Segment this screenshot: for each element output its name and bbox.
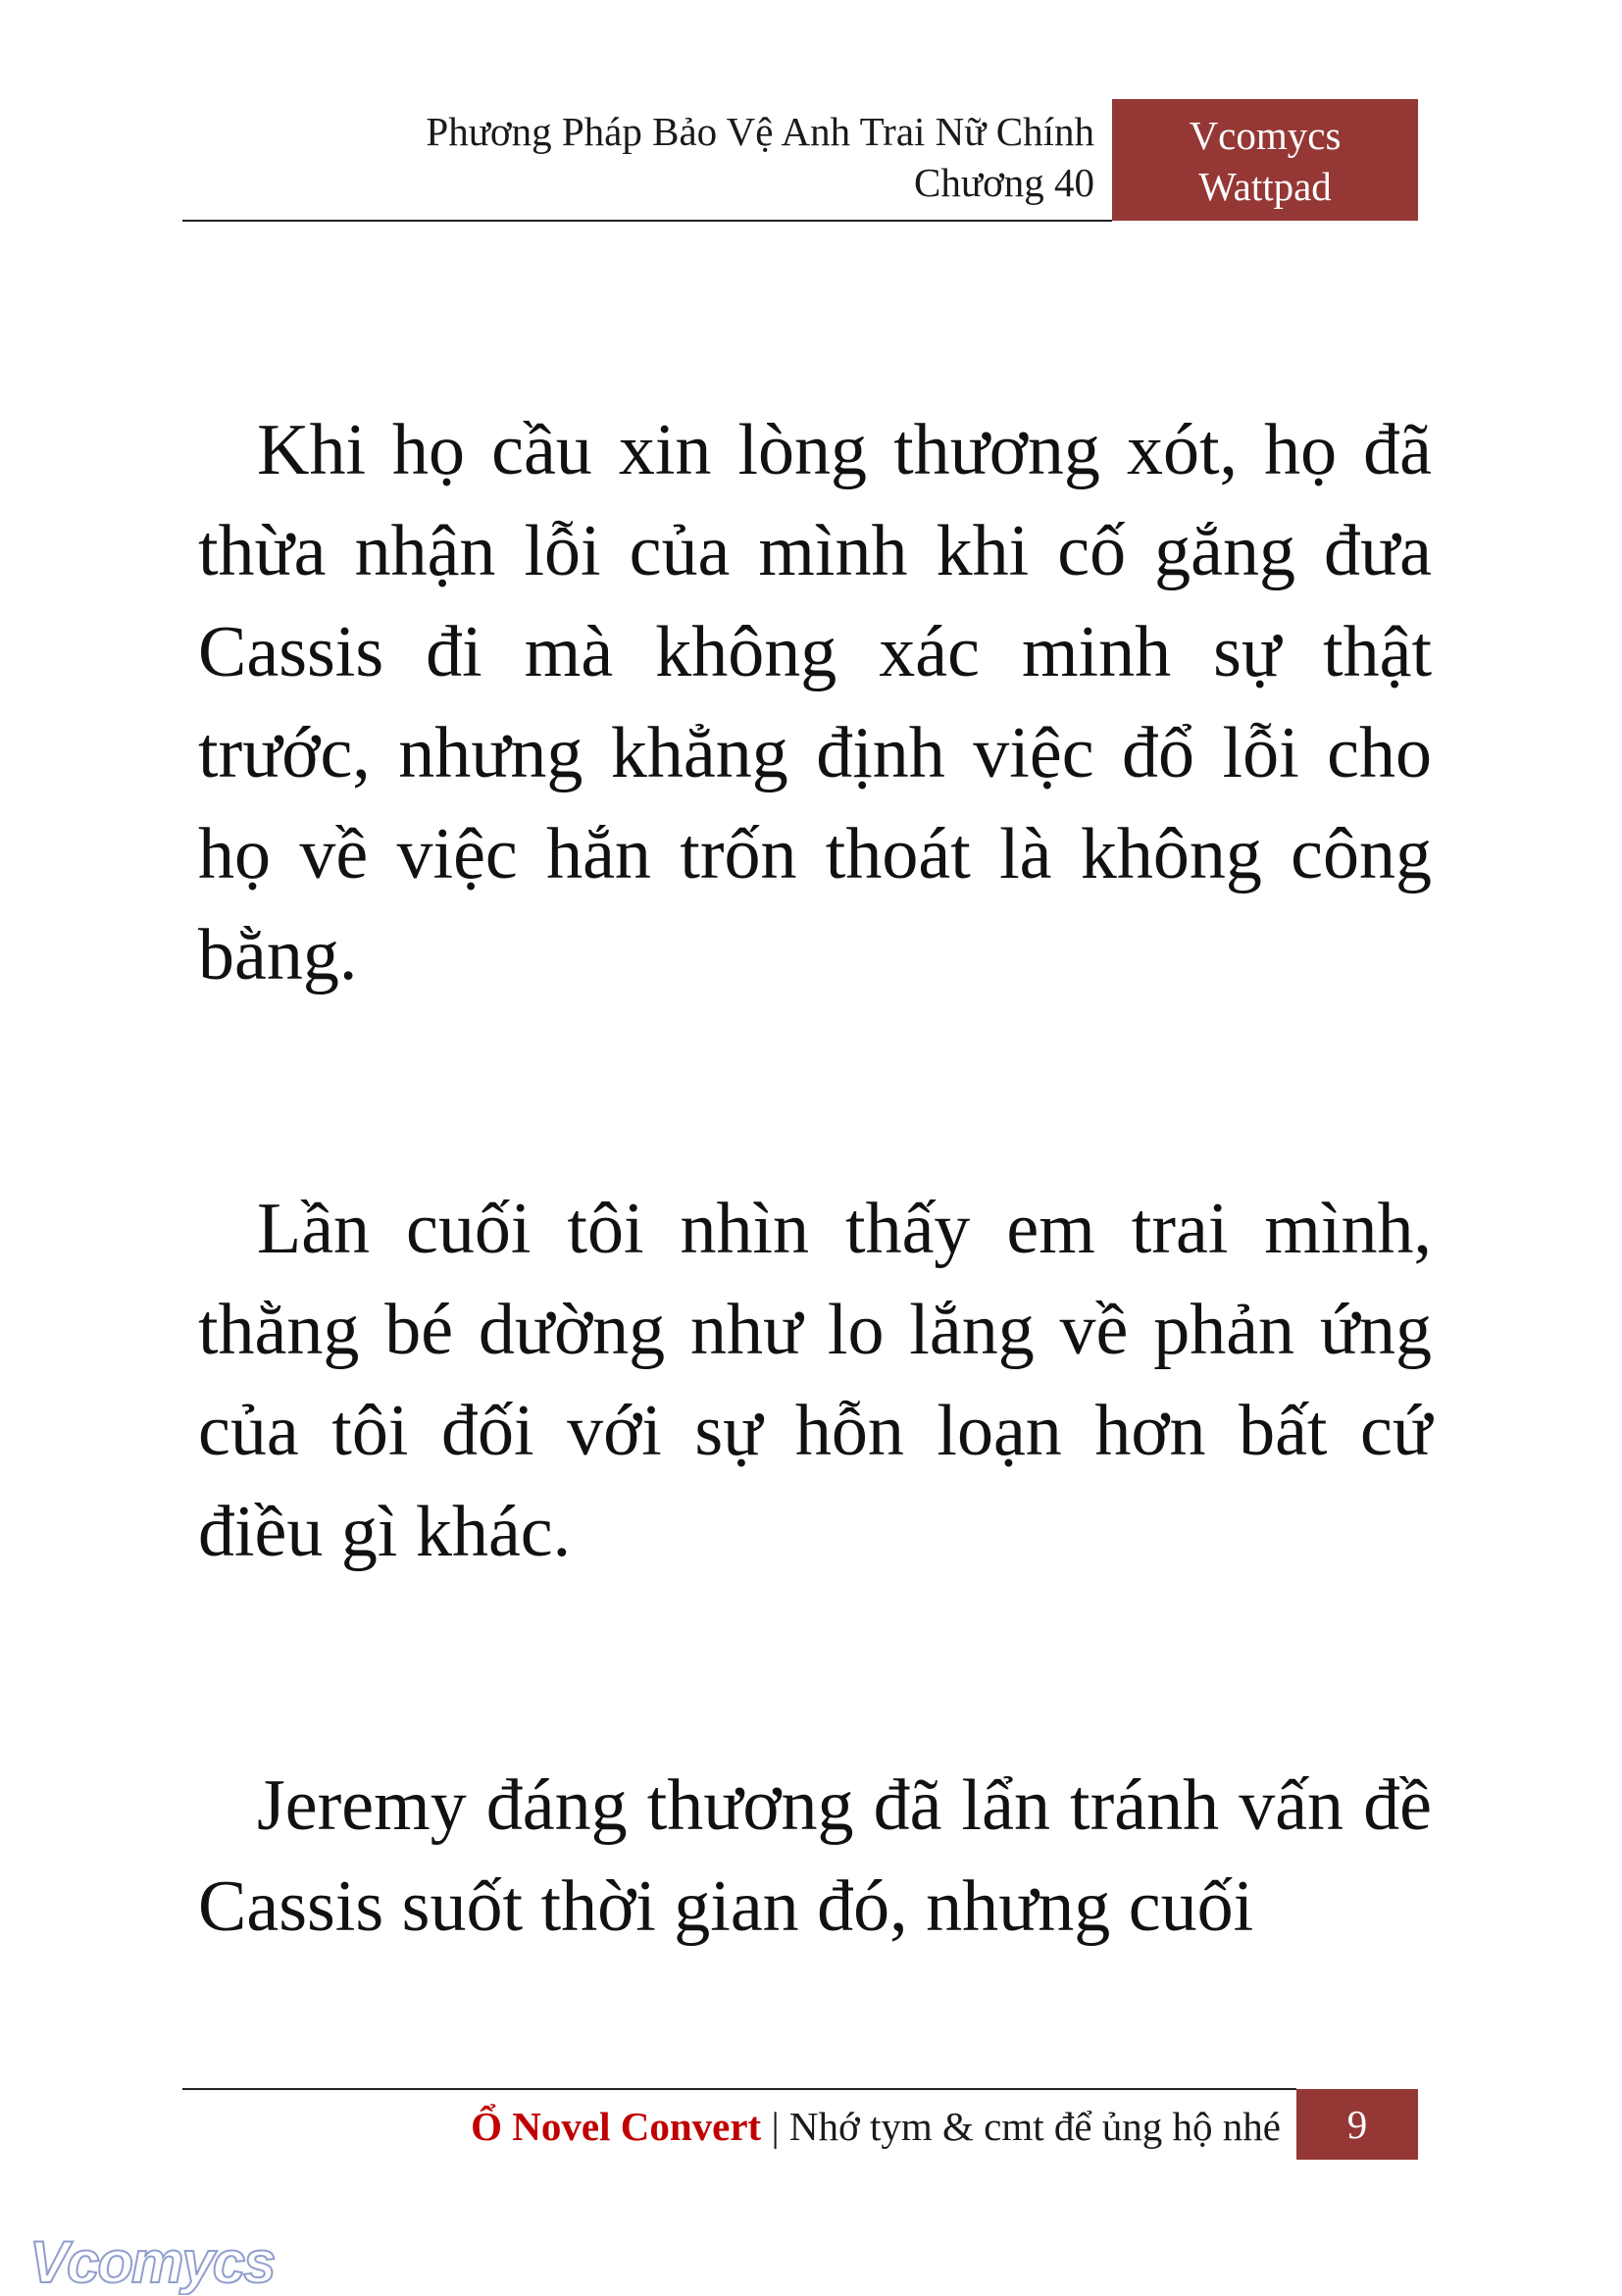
badge-line-1: Vcomycs [1189,113,1342,158]
chapter-label: Chương 40 [914,160,1094,205]
header-divider [182,220,1112,222]
footer-brand: Ổ Novel Convert [471,2104,762,2149]
watermark-logo: Vcomycs [29,2229,275,2295]
source-badge [1112,99,1418,221]
footer-separator: | [761,2104,789,2149]
footer-message: Nhớ tym & cmt để ủng hộ nhé [788,2104,1281,2149]
book-title: Phương Pháp Bảo Vệ Anh Trai Nữ Chính [426,109,1094,154]
header-titles [182,106,1094,208]
footer-line [182,2101,1281,2152]
paragraph-2: Lần cuối tôi nhìn thấy em trai mình, thằng bé dường như lo lắng về phản ứng của tôi đối với sự hỗn loạn hơn bất cứ điều gì khác. [198,1189,1432,1572]
footer-divider [182,2088,1296,2090]
badge-line-2: Wattpad [1198,164,1332,209]
page-body [198,400,1432,1958]
paragraph-1: Khi họ cầu xin lòng thương xót, họ đã thừa nhận lỗi của mình khi cố gắng đưa Cassis đi mà không xác minh sự thật trước, nhưng khẳng định việc đổ lỗi cho họ về việc hắn trốn thoát là không công bằng. [198,410,1432,995]
paragraph-3: Jeremy đáng thương đã lẩn tránh vấn đề Cassis suốt thời gian đó, nhưng cuối [198,1765,1432,1947]
page-number: 9 [1296,2089,1418,2160]
